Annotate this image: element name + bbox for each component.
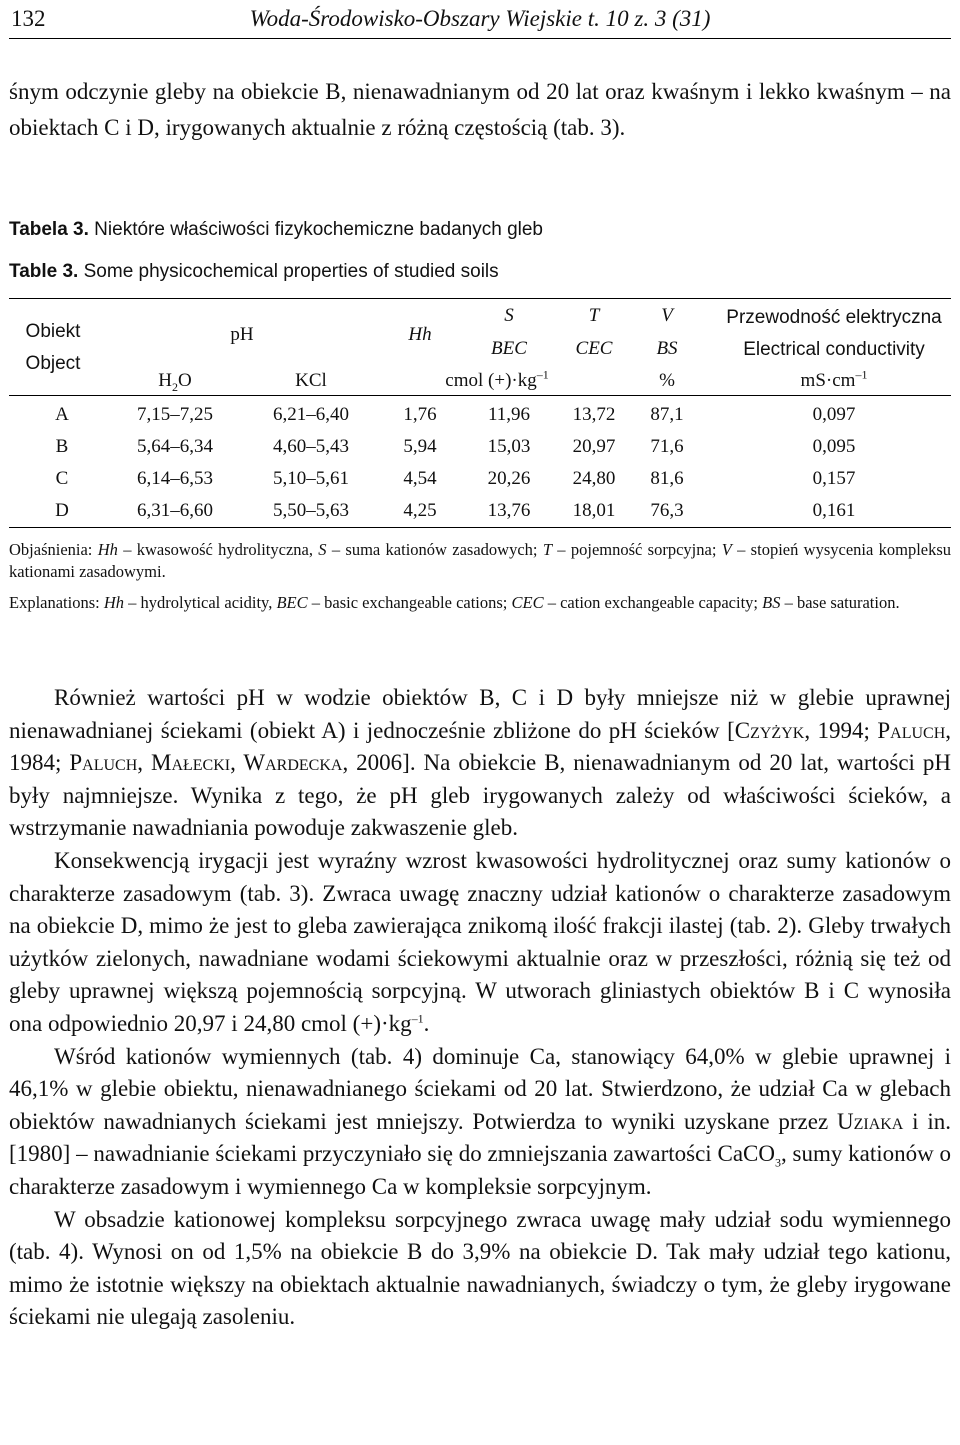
- cell-ph-h2o: 5,64–6,34: [137, 436, 213, 457]
- cell-object: D: [55, 500, 69, 521]
- cell-object: A: [55, 404, 69, 425]
- header-obiekt: Obiekt: [25, 321, 81, 342]
- cell-t: 20,97: [572, 436, 616, 457]
- header-conductivity-pl: Przewodność elektryczna: [726, 307, 942, 328]
- cell-t: 24,80: [572, 468, 616, 489]
- cell-s: 13,76: [487, 500, 531, 521]
- cell-v: 81,6: [650, 468, 684, 489]
- cell-t: 13,72: [572, 404, 616, 425]
- header-cec: CEC: [575, 338, 613, 359]
- table-bottom-rule: [9, 527, 951, 528]
- header-v: V: [661, 305, 673, 326]
- cell-object: C: [55, 468, 69, 489]
- properties-table: [9, 296, 951, 529]
- body-text: [9, 682, 951, 1334]
- paragraph-3: Wśród kationów wymiennych (tab. 4) dominuje Ca, stanowiący 64,0% w glebie uprawnej i 46,1% w glebie obiektu, nienawadnianego ściekami od 20 lat. Stwierdzono, że udział Ca w glebach obiektów nawadnianych ściekami jest mniejszy. Potwierdza to wyniki uzyskane przez Uziaka i in. [1980] – nawadnianie ściekami przyczyniało się do zmniejszania zawartości CaCO$_3$, sumy kationów o charakterze zasadowym i wymiennego Ca w kompleksie sorpcyjnym.: [9, 1043, 951, 1199]
- caption-en-text: Some physicochemical properties of studied soils: [78, 261, 499, 282]
- caption-en-label: Table 3.: [9, 261, 79, 282]
- page-number: 132: [11, 6, 46, 31]
- table-header-rule: [9, 395, 951, 396]
- cell-ec: 0,161: [812, 500, 856, 521]
- cell-ec: 0,097: [812, 404, 856, 425]
- cell-ph-h2o: 7,15–7,25: [137, 404, 213, 425]
- caption-pl-label: Tabela 3.: [9, 219, 89, 240]
- intro-paragraph: śnym odczynie gleby na obiekcie B, nienawadnianym od 20 lat oraz kwaśnym i lekko kwaśnym – na obiektach C i D, irygowanych aktualnie z różną częstością (tab. 3).: [9, 79, 951, 140]
- paragraph-4: W obsadzie kationowej kompleksu sorpcyjnego zwraca uwagę mały udział sodu wymiennego (tab. 4). Wynosi on od 1,5% na obiekcie B do 3,9% na obiekcie D. Tak mały udział tego kationu, mimo że istotnie większy na obiektach aktualnie nawadnianych, świadczy o tym, że gleby irygowane ściekami nie ulegają zasoleniu.: [9, 1206, 951, 1330]
- header-kcl: KCl: [295, 370, 327, 391]
- cell-hh: 4,54: [403, 468, 437, 489]
- header-unit-percent: %: [659, 370, 675, 391]
- header-conductivity-en: Electrical conductivity: [743, 339, 925, 360]
- header-t: T: [588, 305, 600, 326]
- cell-ec: 0,157: [812, 468, 856, 489]
- cell-hh: 4,25: [403, 500, 437, 521]
- header-unit-ms: $mS\cdot cm^{-1}$: [800, 367, 868, 391]
- cell-t: 18,01: [572, 500, 616, 521]
- caption-pl-text: Niektóre właściwości fizykochemiczne badanych gleb: [88, 219, 543, 240]
- cell-hh: 1,76: [403, 404, 437, 425]
- paragraph-2: Konsekwencją irygacji jest wyraźny wzrost kwasowości hydrolitycznej oraz sumy kationów o charakterze zasadowym (tab. 3). Zwraca uwagę znaczny udział kationów o charakterze zasadowym na obiekcie D, mimo że jest to gleba zawierająca znikomą ilość frakcji ilastej (tab. 2). Gleby trwałych użytków zielonych, nawadniane wodami ściekowymi aktualnie oraz w przeszłości, różnią się też od gleby uprawnej większą pojemnością sorpcyjną. W utworach gliniastych obiektów B i C wynosiła ona odpowiednio 20,97 i 24,80 cmol $(+)\cdot kg^{-1}$.: [9, 847, 951, 1036]
- journal-title: Woda-Środowisko-Obszary Wiejskie t. 10 z. 3 (31): [249, 6, 711, 31]
- header-hh: Hh: [408, 324, 432, 345]
- cell-v: 87,1: [650, 404, 684, 425]
- table-top-rule: [9, 298, 951, 299]
- cell-hh: 5,94: [403, 436, 437, 457]
- header-unit-cmol: cmol $(+)\cdot kg^{-1}$: [445, 367, 549, 391]
- cell-ph-kcl: 5,10–5,61: [273, 468, 349, 489]
- cell-object: B: [55, 436, 69, 457]
- table-caption-pl: [9, 219, 951, 241]
- cell-s: 15,03: [487, 436, 531, 457]
- cell-ec: 0,095: [812, 436, 856, 457]
- cell-s: 11,96: [487, 404, 531, 425]
- running-header: [9, 4, 951, 39]
- cell-ph-kcl: 6,21–6,40: [273, 404, 349, 425]
- table-caption-en: [9, 261, 951, 283]
- cell-ph-kcl: 5,50–5,63: [273, 500, 349, 521]
- paragraph-1: Również wartości pH w wodzie obiektów B, C i D były mniejsze niż w glebie uprawnej nienawadnianej ściekami (obiekt A) i jednocześnie zbliżone do pH ścieków [Czyżyk, 1994; Paluch, 1984; Paluch, Małecki, Wardecka, 2006]. Na obiekcie B, nienawadnianym od 20 lat, wartości pH były najmniejsze. Wynika z tego, że pH gleb irygowanych zależy od właściwości ścieków, a wstrzymanie nawadniania powoduje zakwaszenie gleb.: [9, 685, 952, 841]
- cell-v: 71,6: [650, 436, 684, 457]
- table-notes-en: Explanations: Hh – hydrolytical acidity, BEC – basic exchangeable cations; CEC – cation exchangeable capacity; BS – base saturation.: [9, 593, 900, 612]
- header-object: Object: [25, 353, 81, 374]
- cell-ph-h2o: 6,31–6,60: [137, 500, 213, 521]
- header-bec: BEC: [491, 338, 527, 359]
- cell-s: 20,26: [487, 468, 531, 489]
- cell-ph-kcl: 4,60–5,43: [273, 436, 349, 457]
- table-notes-pl: Objaśnienia: Hh – kwasowość hydrolityczna, S – suma kationów zasadowych; T – pojemność sorpcyjna; V – stopień wysycenia kompleksu kationami zasadowymi.: [9, 540, 952, 581]
- header-bs: BS: [656, 338, 678, 359]
- header-ph: pH: [230, 324, 254, 345]
- header-h2o: $H_2O$: [158, 370, 192, 394]
- header-s: S: [504, 305, 514, 326]
- cell-v: 76,3: [650, 500, 684, 521]
- cell-ph-h2o: 6,14–6,53: [137, 468, 213, 489]
